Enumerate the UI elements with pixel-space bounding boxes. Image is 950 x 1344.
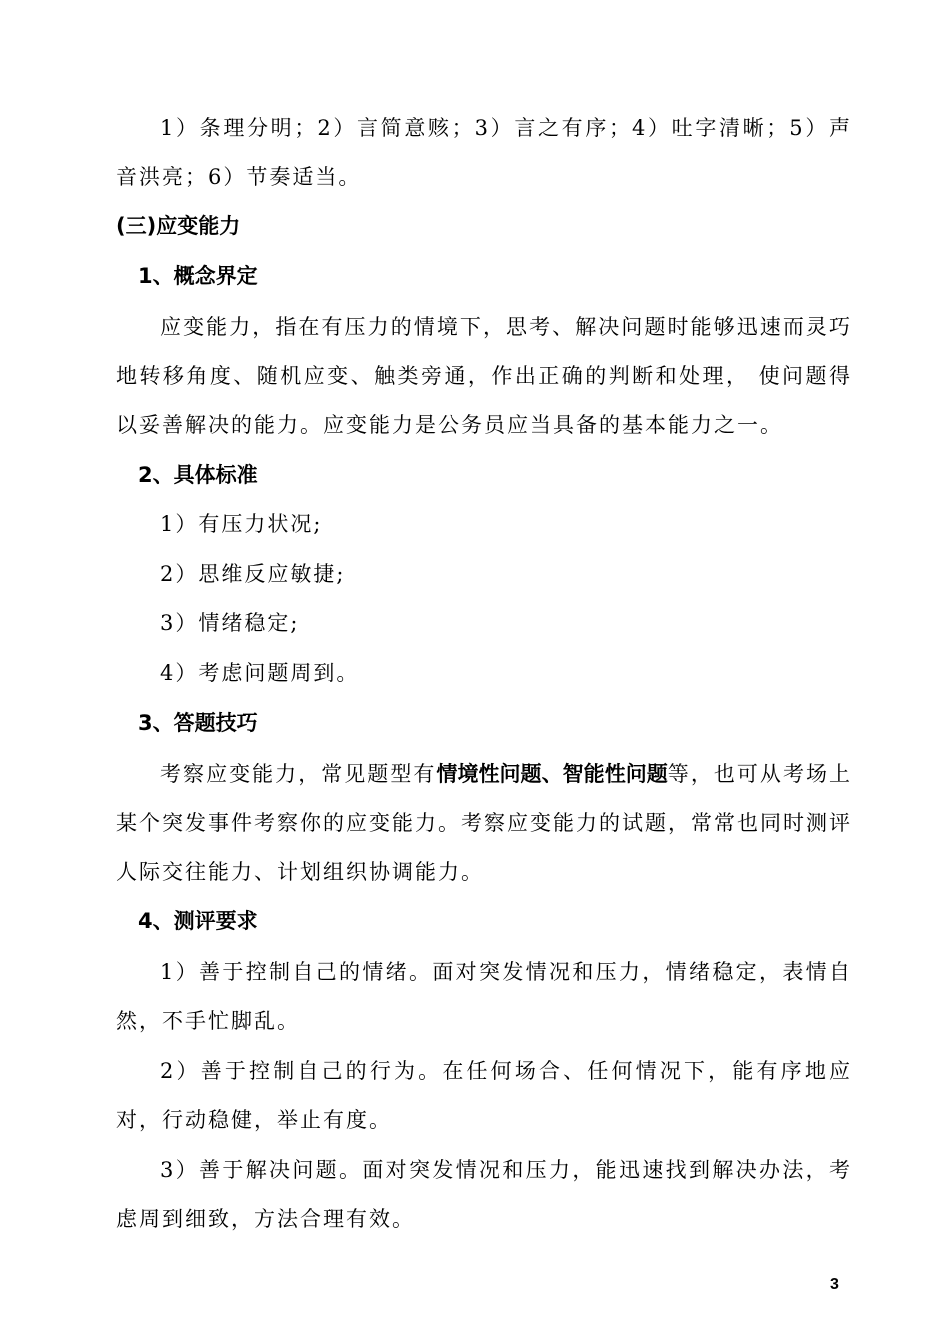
standard-item: 3）情绪稳定; (160, 611, 300, 635)
intro-paragraph: 1）条理分明；2）言简意赅；3）言之有序；4）吐字清晰；5）声音洪亮；6）节奏适当。 (116, 116, 852, 189)
emphasis-situational-questions: 情境性问题 (436, 762, 542, 786)
techniques-text-before: 考察应变能力，常见题型有 (160, 762, 437, 786)
standard-item: 1）有压力状况; (160, 512, 323, 536)
standard-item: 2）思维反应敏捷; (160, 562, 346, 586)
techniques-paragraph (116, 750, 852, 897)
standards-heading: 2、具体标准 (138, 463, 258, 487)
emphasis-separator: 、 (541, 762, 563, 786)
page-number: 3 (830, 1276, 839, 1293)
techniques-text-after: 等，也可从考场上某个突发事件考察你的应变能力。考察应变能力的试题，常常也同时测评人际交往能力、计划组织协调能力。 (116, 762, 853, 884)
standard-item: 4）考虑问题周到。 (160, 661, 360, 685)
requirement-item: 2）善于控制自己的行为。在任何场合、任何情况下，能有序地应对，行动稳健，举止有度。 (116, 1059, 852, 1132)
section-title: (三)应变能力 (116, 214, 241, 238)
requirement-item: 1）善于控制自己的情绪。面对突发情况和压力，情绪稳定，表情自然，不手忙脚乱。 (116, 960, 852, 1033)
concept-heading: 1、概念界定 (138, 264, 258, 288)
techniques-heading: 3、答题技巧 (138, 711, 258, 735)
requirement-item: 3）善于解决问题。面对突发情况和压力，能迅速找到解决办法，考虑周到细致，方法合理有效。 (116, 1158, 852, 1231)
concept-paragraph: 应变能力，指在有压力的情境下，思考、解决问题时能够迅速而灵巧地转移角度、随机应变、触类旁通，作出正确的判断和处理， 使问题得以妥善解决的能力。应变能力是公务员应当具备的基本能力之一。 (116, 315, 852, 437)
requirements-heading: 4、测评要求 (138, 909, 258, 933)
emphasis-intelligence-questions: 智能性问题 (562, 762, 668, 786)
